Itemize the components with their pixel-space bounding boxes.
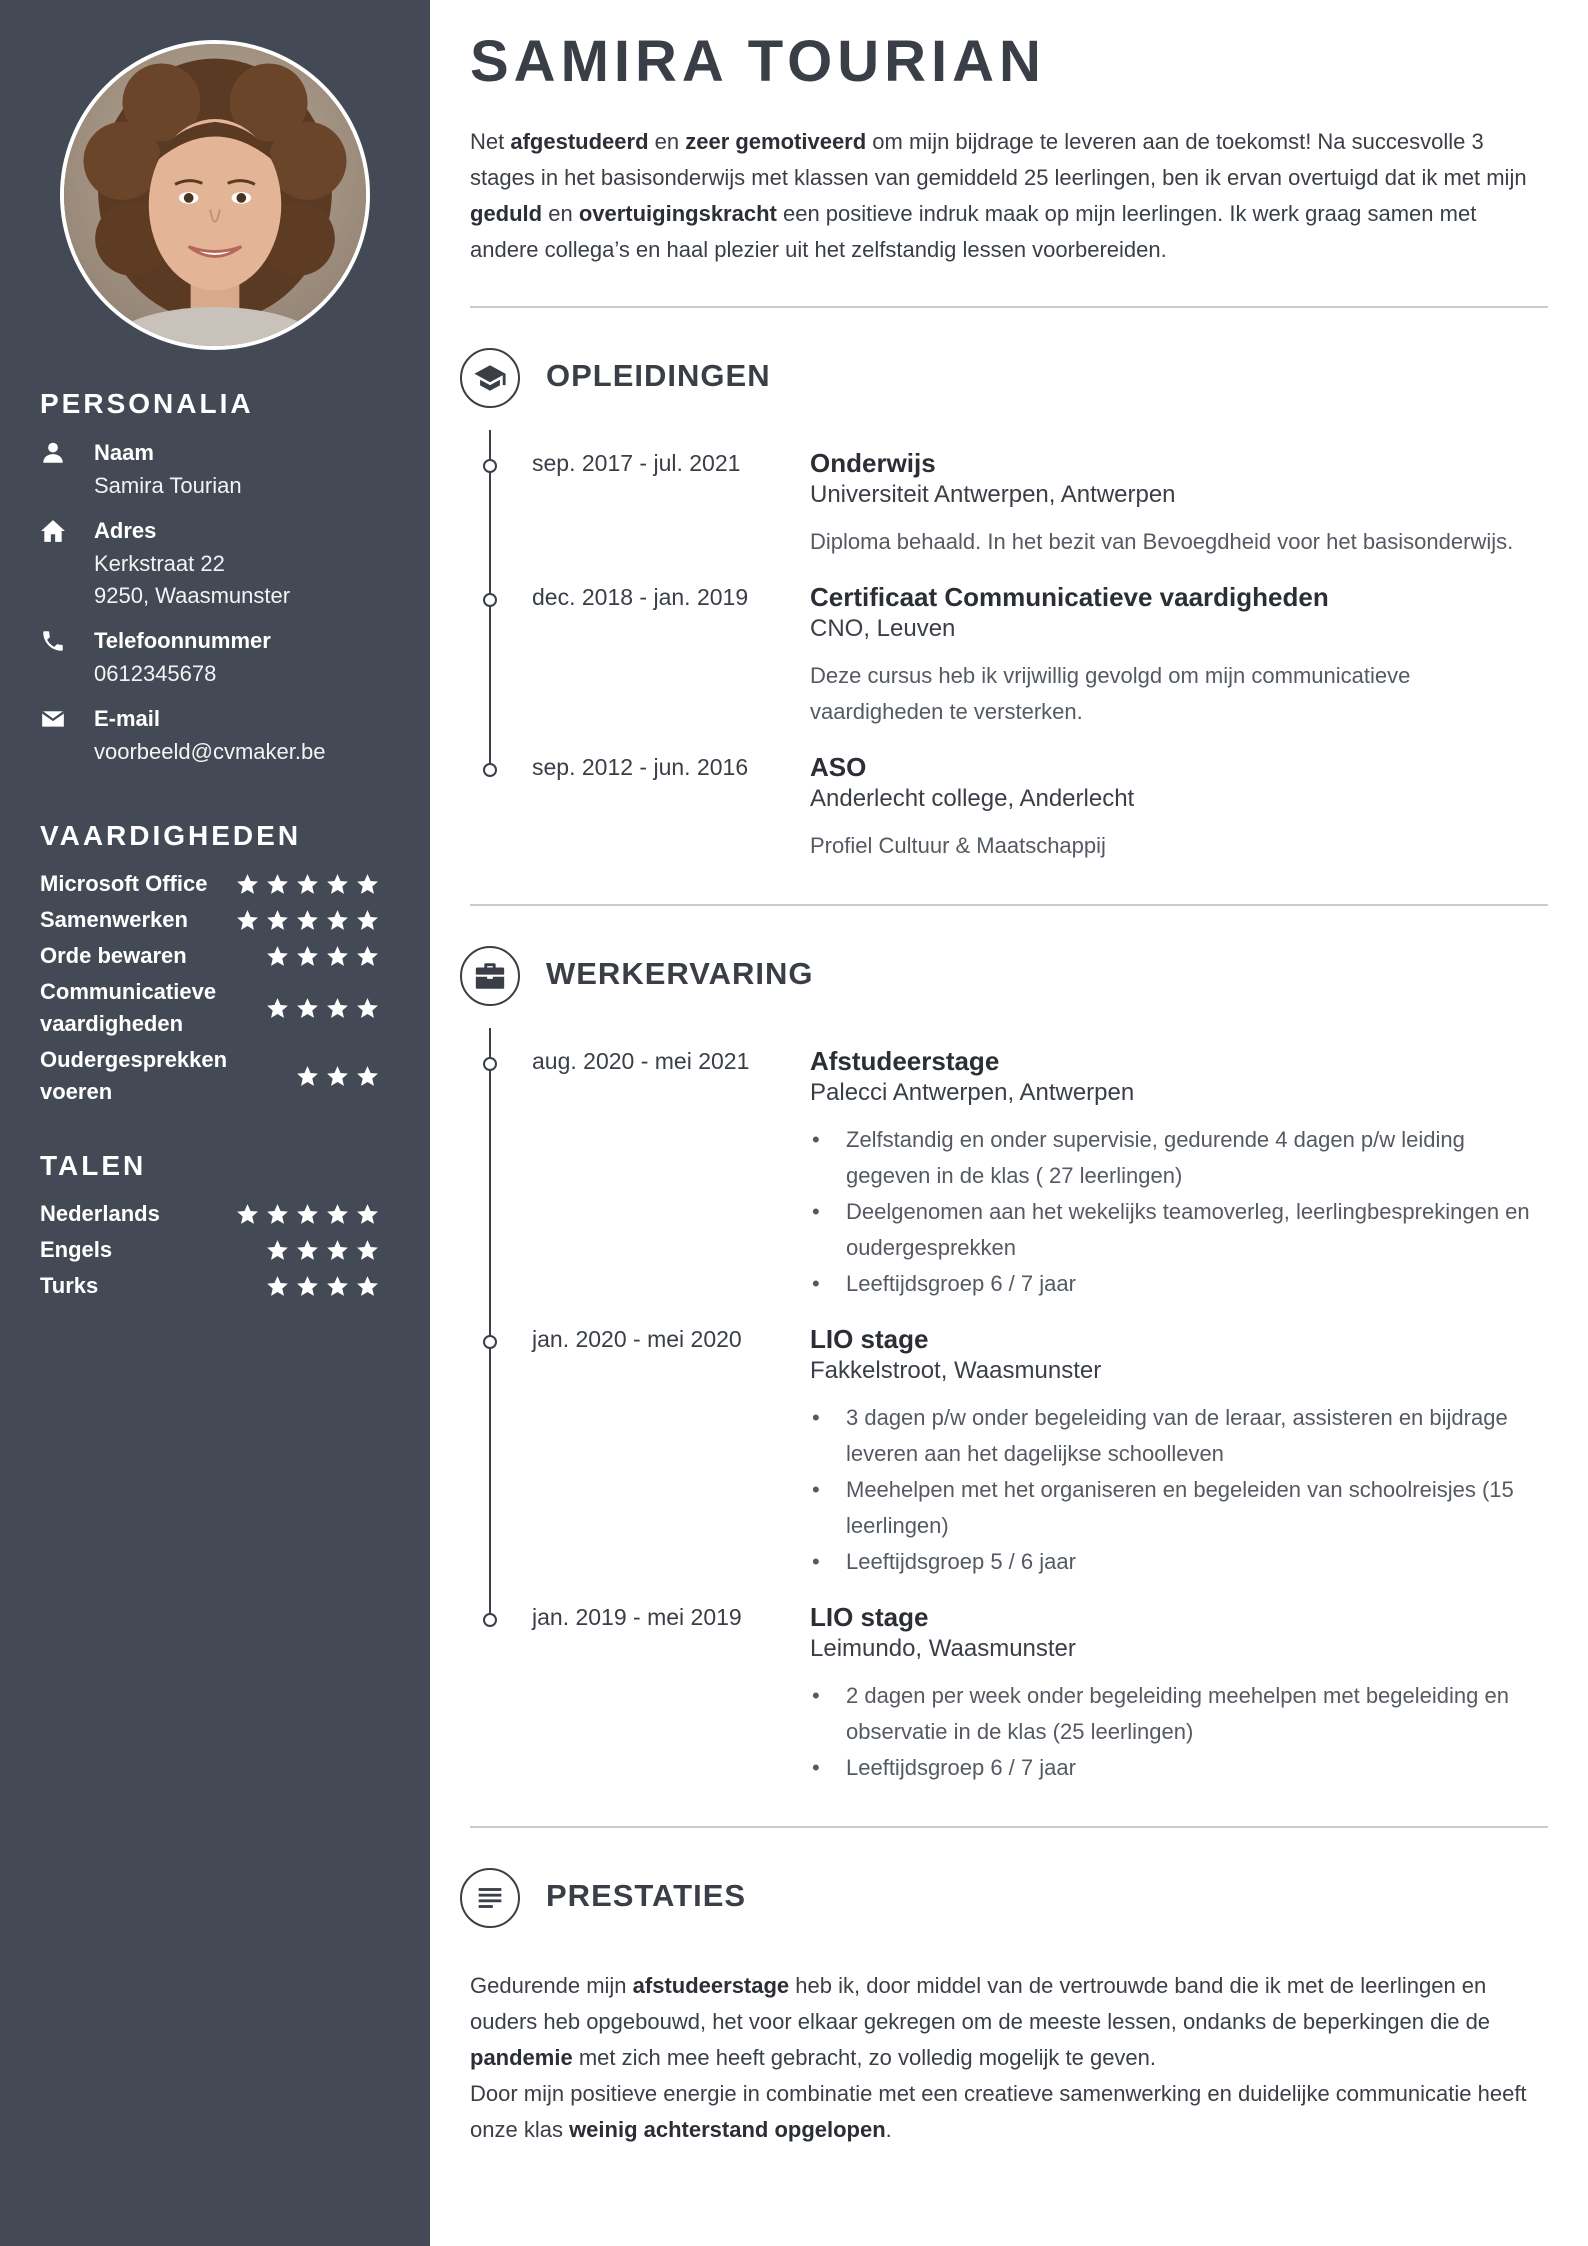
personalia-value: 0612345678	[94, 661, 217, 686]
language-name: Nederlands	[40, 1201, 160, 1226]
achievements-heading: PRESTATIES	[546, 1878, 747, 1913]
star-icon	[265, 1274, 290, 1299]
personalia-value: voorbeeld@cvmaker.be	[94, 739, 326, 764]
skill-row	[40, 1044, 380, 1108]
personalia-name	[40, 440, 400, 500]
star-icon	[235, 1202, 260, 1227]
skill-rating	[265, 944, 380, 969]
personalia-value: Samira Tourian	[94, 473, 242, 498]
entry-title: Certificaat Communicatieve vaardigheden	[810, 582, 1329, 612]
entry-description: Deze cursus heb ik vrijwillig gevolgd om mijn communicatieve vaardigheden te versterken.	[810, 663, 1411, 724]
mail-icon	[40, 706, 70, 736]
education-heading: OPLEIDINGEN	[546, 358, 771, 393]
entry-bullets	[810, 1122, 1548, 1302]
entry-bullets	[810, 1678, 1548, 1786]
entry-subtitle: Fakkelstroot, Waasmunster	[810, 1357, 1102, 1384]
star-icon	[295, 1274, 320, 1299]
list-item: • Leeftijdsgroep 6 / 7 jaar	[810, 1266, 1548, 1302]
skill-name: Orde bewaren	[40, 943, 187, 968]
star-icon	[355, 1238, 380, 1263]
personalia-label: Telefoonnummer	[94, 628, 271, 653]
list-item: • 3 dagen p/w onder begeleiding van de leraar, assisteren en bijdrage leveren aan het dagelijkse schoolleven	[810, 1400, 1548, 1472]
skill-name	[40, 976, 216, 1040]
timeline-dot	[483, 763, 497, 777]
skill-rating	[235, 908, 380, 933]
star-icon	[325, 996, 350, 1021]
entry-subtitle: CNO, Leuven	[810, 615, 956, 642]
language-row	[40, 1270, 380, 1302]
work-timeline	[489, 1028, 491, 1620]
timeline-dot	[483, 1335, 497, 1349]
personalia-value: 9250, Waasmunster	[94, 583, 291, 608]
star-icon	[265, 944, 290, 969]
entry-subtitle: Leimundo, Waasmunster	[810, 1635, 1076, 1662]
home-icon	[40, 518, 70, 548]
star-icon	[325, 1238, 350, 1263]
personalia-value: Kerkstraat 22	[94, 551, 225, 576]
language-name: Turks	[40, 1273, 99, 1298]
skill-row	[40, 904, 380, 936]
star-icon	[355, 1274, 380, 1299]
star-icon	[355, 1064, 380, 1089]
divider	[470, 904, 1548, 906]
star-icon	[325, 1274, 350, 1299]
star-icon	[325, 908, 350, 933]
document-lines-icon	[460, 1868, 520, 1928]
star-icon	[355, 908, 380, 933]
skill-name: Microsoft Office	[40, 871, 208, 896]
star-icon	[355, 996, 380, 1021]
star-icon	[325, 944, 350, 969]
star-icon	[295, 1202, 320, 1227]
list-item: • Zelfstandig en onder supervisie, gedurende 4 dagen p/w leiding gegeven in de klas ( 27 leerlingen)	[810, 1122, 1548, 1194]
star-icon	[265, 1238, 290, 1263]
language-row	[40, 1234, 380, 1266]
divider	[470, 306, 1548, 308]
skill-name-line: vaardigheden	[40, 1011, 184, 1036]
sidebar	[0, 0, 430, 2246]
entry-bullets	[810, 1400, 1548, 1580]
skills-heading: VAARDIGHEDEN	[40, 820, 302, 851]
personalia-email	[40, 706, 400, 766]
star-icon	[235, 872, 260, 897]
entry-subtitle: Universiteit Antwerpen, Antwerpen	[810, 481, 1176, 508]
list-item: • Leeftijdsgroep 5 / 6 jaar	[810, 1544, 1548, 1580]
entry-date: sep. 2017 - jul. 2021	[532, 450, 741, 476]
skill-name-line: voeren	[40, 1079, 113, 1104]
briefcase-icon	[460, 946, 520, 1006]
phone-icon	[40, 628, 70, 658]
entry-description: Profiel Cultuur & Maatschappij	[810, 833, 1106, 858]
timeline-dot	[483, 1613, 497, 1627]
entry-description: Diploma behaald. In het bezit van Bevoegdheid voor het basisonderwijs.	[810, 529, 1514, 554]
list-item: • 2 dagen per week onder begeleiding meehelpen met begeleiding en observatie in de klas (25 leerlingen)	[810, 1678, 1548, 1750]
skill-name-line: Oudergesprekken	[40, 1047, 228, 1072]
entry-date: dec. 2018 - jan. 2019	[532, 584, 749, 610]
star-icon	[295, 996, 320, 1021]
star-icon	[325, 1202, 350, 1227]
entry-date: jan. 2019 - mei 2019	[532, 1604, 742, 1630]
timeline-dot	[483, 593, 497, 607]
skill-row	[40, 940, 380, 972]
entry-title: ASO	[810, 752, 867, 782]
skill-row	[40, 976, 380, 1040]
language-row	[40, 1198, 380, 1230]
entry-date: aug. 2020 - mei 2021	[532, 1048, 750, 1074]
star-icon	[355, 1202, 380, 1227]
star-icon	[265, 872, 290, 897]
list-item: • Meehelpen met het organiseren en begeleiden van schoolreisjes (15 leerlingen)	[810, 1472, 1548, 1544]
star-icon	[265, 908, 290, 933]
work-heading: WERKERVARING	[546, 956, 814, 991]
language-rating	[265, 1238, 380, 1263]
personalia-heading: PERSONALIA	[40, 388, 254, 419]
person-icon	[40, 440, 70, 470]
language-rating	[235, 1202, 380, 1227]
divider	[470, 1826, 1548, 1828]
entry-title: Onderwijs	[810, 448, 936, 478]
languages-heading: TALEN	[40, 1150, 147, 1181]
profile-photo	[60, 40, 370, 350]
skill-name-line: Communicatieve	[40, 979, 217, 1004]
personalia-label: Naam	[94, 440, 154, 465]
intro-text: Net afgestudeerd en zeer gemotiveerd om mijn bijdrage te leveren aan de toekomst! Na succesvolle 3 stages in het basisonderwijs met klassen van gemiddeld 25 leerlingen, ben ik ervan overtuigd dat ik met mijn geduld en overtuigingskracht een positieve indruk maak op mijn leerlingen. Ik werk graag samen met andere collega’s en haal plezier uit het zelfstandig lessen voorbereiden.	[470, 129, 1527, 262]
entry-title: LIO stage	[810, 1602, 929, 1632]
skill-rating	[295, 1064, 380, 1089]
entry-date: sep. 2012 - jun. 2016	[532, 754, 749, 780]
personalia-label: E-mail	[94, 706, 161, 731]
skill-name: Samenwerken	[40, 907, 188, 932]
star-icon	[355, 872, 380, 897]
skill-rating	[235, 872, 380, 897]
star-icon	[295, 908, 320, 933]
timeline-dot	[483, 1057, 497, 1071]
entry-subtitle: Palecci Antwerpen, Antwerpen	[810, 1079, 1135, 1106]
entry-date: jan. 2020 - mei 2020	[532, 1326, 742, 1352]
star-icon	[295, 872, 320, 897]
star-icon	[235, 908, 260, 933]
entry-subtitle: Anderlecht college, Anderlecht	[810, 785, 1135, 812]
personalia-label: Adres	[94, 518, 157, 543]
star-icon	[325, 872, 350, 897]
star-icon	[325, 1064, 350, 1089]
timeline-dot	[483, 459, 497, 473]
skill-name	[40, 1044, 227, 1108]
list-item: • Leeftijdsgroep 6 / 7 jaar	[810, 1750, 1548, 1786]
star-icon	[265, 1202, 290, 1227]
personalia-address	[40, 518, 400, 610]
language-name: Engels	[40, 1237, 113, 1262]
list-item: • Deelgenomen aan het wekelijks teamoverleg, leerlingbesprekingen en oudergesprekken	[810, 1194, 1548, 1266]
skill-row	[40, 868, 380, 900]
portrait-illustration	[64, 44, 366, 346]
graduation-cap-icon	[460, 348, 520, 408]
page-title: SAMIRA TOURIAN	[470, 29, 1046, 94]
star-icon	[295, 1238, 320, 1263]
achievements-paragraph: Door mijn positieve energie in combinatie met een creatieve samenwerking en duidelijke communicatie heeft onze klas weinig achterstand opgelopen.	[470, 2081, 1527, 2142]
star-icon	[265, 996, 290, 1021]
star-icon	[295, 1064, 320, 1089]
skill-rating	[265, 996, 380, 1021]
achievements-paragraph: Gedurende mijn afstudeerstage heb ik, door middel van de vertrouwde band die ik met de leerlingen en ouders heb opgebouwd, het voor elkaar gekregen om de meeste lessen, ondanks de beperkingen die de pandemie met zich mee heeft gebracht, zo volledig mogelijk te geven.	[470, 1973, 1491, 2070]
achievements-text	[470, 1968, 1548, 2148]
personalia-phone	[40, 628, 400, 688]
language-rating	[265, 1274, 380, 1299]
star-icon	[295, 944, 320, 969]
entry-title: LIO stage	[810, 1324, 929, 1354]
star-icon	[355, 944, 380, 969]
entry-title: Afstudeerstage	[810, 1046, 1000, 1076]
